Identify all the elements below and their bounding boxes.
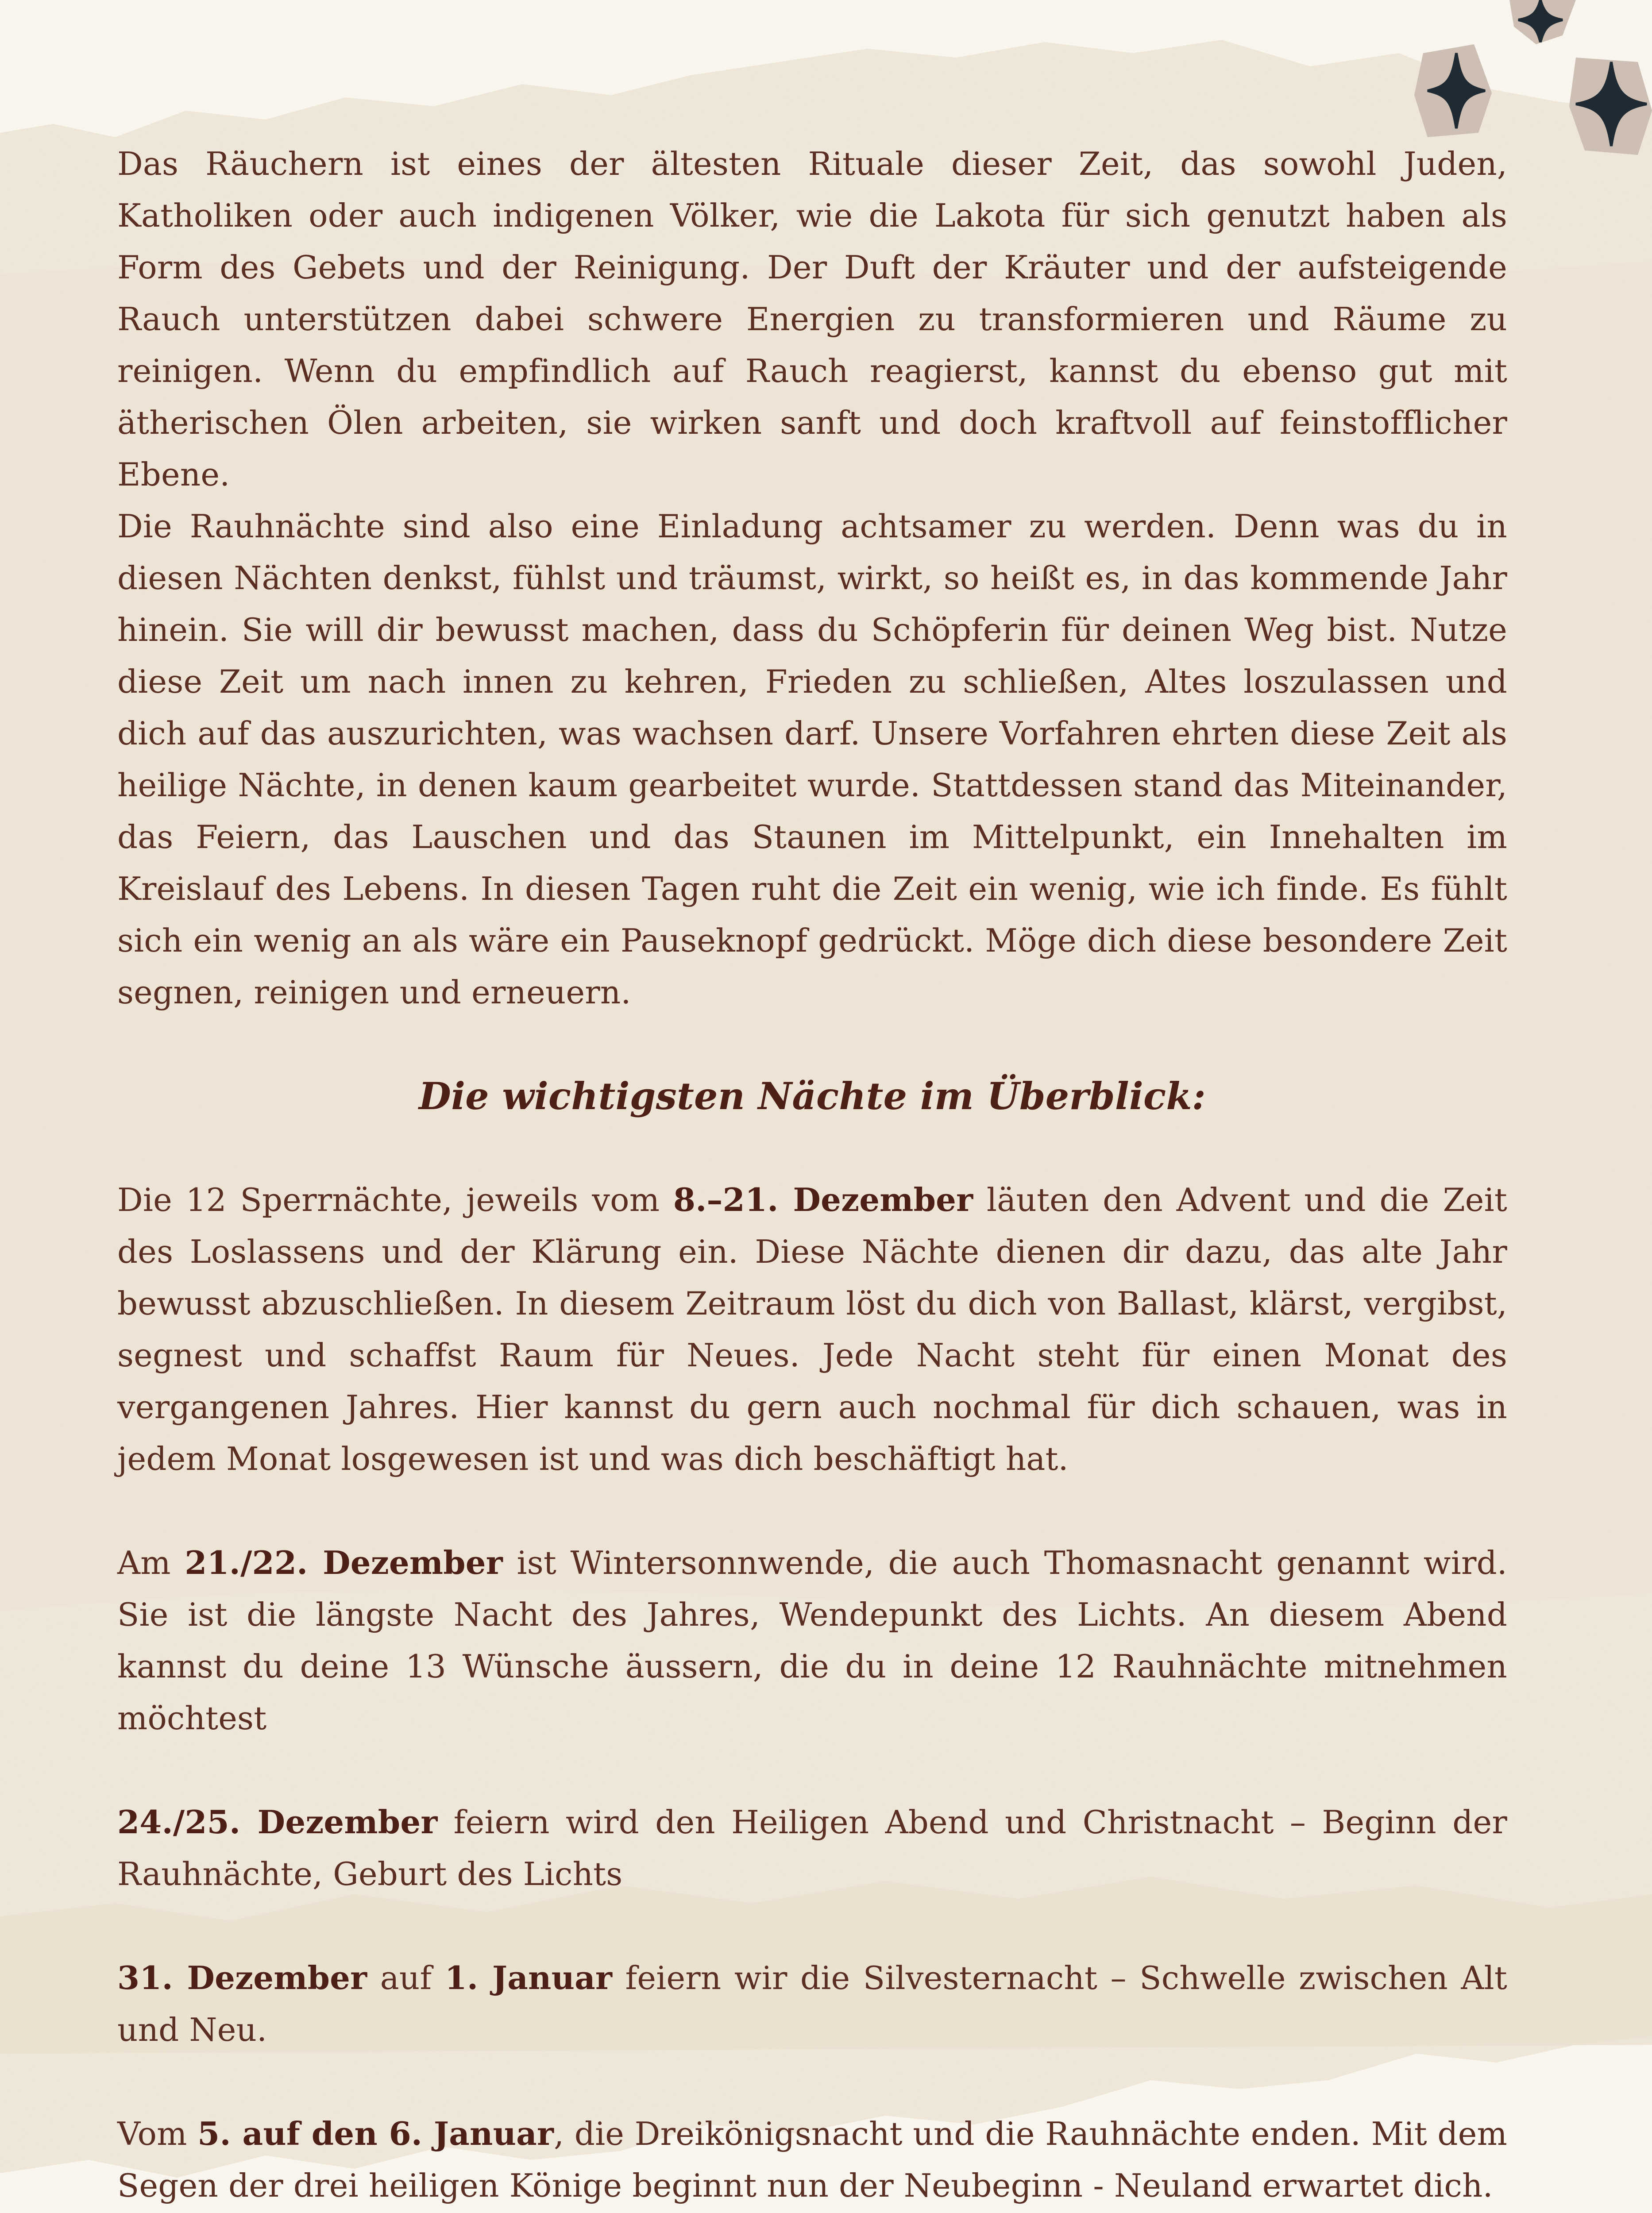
sparkle-sticker-2 [1569,58,1652,155]
night-dreikoenig: Vom 5. auf den 6. Januar, die Dreikönigsnacht und die Rauhnächte enden. Mit dem Segen der drei heiligen Könige beginnt nun der Neubeginn - Neuland erwartet dich. [117,2115,1507,2204]
night-silvester: 31. Dezember auf 1. Januar feiern wir die Silvesternacht – Schwelle zwischen Alt und Neu. [117,1959,1507,2048]
night-christnacht: 24./25. Dezember feiern wird den Heiligen Abend und Christnacht – Beginn der Rauhnächte, Geburt des Lichts [117,1803,1507,1893]
document-body [117,138,1507,2212]
intro-paragraph-2: Die Rauhnächte sind also eine Einladung achtsamer zu werden. Denn was du in diesen Nächten denkst, fühlst und träumst, wirkt, so heißt es, in das kommende Jahr hinein. Sie will dir bewusst machen, dass du Schöpferin für deinen Weg bist. Nutze diese Zeit um nach innen zu kehren, Frieden zu schließen, Altes loszulassen und dich auf das auszurichten, was wachsen darf. Unsere Vorfahren ehrten diese Zeit als heilige Nächte, in denen kaum gearbeitet wurde. Stattdessen stand das Miteinander, das Feiern, das Lauschen und das Staunen im Mittelpunkt, ein Innehalten im Kreislauf des Lebens. In diesen Tagen ruht die Zeit ein wenig, wie ich finde. Es fühlt sich ein wenig an als wäre ein Pauseknopf gedrückt. Möge dich diese besondere Zeit segnen, reinigen und erneuern. [117,508,1507,1011]
night-wintersonnwende: Am 21./22. Dezember ist Wintersonnwende, die auch Thomasnacht genannt wird. Sie ist die längste Nacht des Jahres, Wendepunkt des Lichts. An diesem Abend kannst du deine 13 Wünsche äussern, die du in deine 12 Rauhnächte mitnehmen möchtest [117,1544,1507,1737]
night-sperrnaechte: Die 12 Sperrnächte, jeweils vom 8.–21. Dezember läuten den Advent und die Zeit des Loslassens und der Klärung ein. Diese Nächte dienen dir dazu, das alte Jahr bewusst abzuschließen. In diesem Zeitraum löst du dich von Ballast, klärst, vergibst, segnest und schaffst Raum für Neues. Jede Nacht steht für einen Monat des vergangenen Jahres. Hier kannst du gern auch nochmal für dich schauen, was in jedem Monat losgewesen ist und was dich beschäftigt hat. [117,1181,1507,1477]
intro-paragraph-1: Das Räuchern ist eines der ältesten Rituale dieser Zeit, das sowohl Juden, Katholiken oder auch indigenen Völker, wie die Lakota für sich genutzt haben als Form des Gebets und der Reinigung. Der Duft der Kräuter und der aufsteigende Rauch unterstützen dabei schwere Energien zu transformieren und Räume zu reinigen. Wenn du empfindlich auf Rauch reagierst, kannst du ebenso gut mit ätherischen Ölen arbeiten, sie wirken sanft und doch kraftvoll auf feinstofflicher Ebene. [117,145,1507,493]
section-heading: Die wichtigsten Nächte im Überblick: [419,1074,1206,1118]
